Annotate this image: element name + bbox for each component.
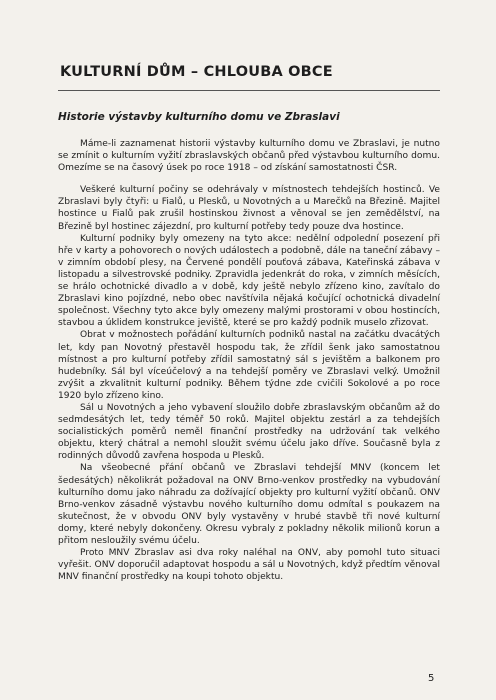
- paragraph-2: Veškeré kulturní počiny se odehrávaly v místnostech tehdejších hostinců. Ve Zbraslavi byly čtyři: u Fialů, u Plesků, u Novotných a u Marečků na Březině. Majitel hostince u Fialů pak zrušil hostinskou živnost a věnoval se jen zemědělství, na Březině byl hostinec zájezdní, pro kulturní potřeby tedy pouze dva hostince.: [58, 185, 440, 232]
- article-subtitle: Historie výstavby kulturního domu ve Zbraslavi: [58, 111, 340, 123]
- paragraph-1: Máme-li zaznamenat historii výstavby kulturního domu ve Zbraslavi, je nutno se zmínit o kulturním vyžití zbraslavských občanů před výstavbou kulturního domu. Omezíme se na časový úsek po roce 1918 – od získání samostatnosti ČSR.: [58, 139, 440, 174]
- article-title: KULTURNÍ DŮM – CHLOUBA OBCE: [60, 64, 333, 80]
- title-rule: [58, 90, 440, 91]
- paragraph-3: Kulturní podniky byly omezeny na tyto akce: nedělní odpolední posezení při hře v karty a pohovorech o nových událostech a podobně, dále na taneční zábavy – v zimním období plesy, na Červené pondělí pouťová zábava, Kateřinská zábava v listopadu a silvestrovské podniky. Zpravidla jedenkrát do roka, v zimních měsících, se hrálo ochotnické divadlo a v době, kdy ještě nebylo zřízeno kino, zavítalo do Zbraslavi kino pojízdné, nebo obec navštívila nějaká kočující ochotnická divadelní společnost. Všechny tyto akce byly omezeny malými prostorami v obou hostincích, stavbou a úklidem konstrukce jeviště, které se pro každý podnik muselo zřizovat.: [58, 233, 440, 329]
- paragraph-5: Sál u Novotných a jeho vybavení sloužilo dobře zbraslavským občanům až do sedmdesátých let, tedy téměř 50 roků. Majitel objektu zestárl a za tehdejších socialistických poměrů neměl finanční prostředky na udržování tak velkého objektu, který chátral a nemohl sloužit svému účelu jako dříve. Současně byla z rodinných důvodů zavřena hospoda u Plesků.: [58, 402, 440, 462]
- page-number: 5: [428, 673, 435, 684]
- paragraph-6: Na všeobecné přání občanů ve Zbraslavi tehdejší MNV (koncem let šedesátých) několikrát požadoval na ONV Brno-venkov prostředky na vybudování kulturního domu jako náhradu za dožívající objekty pro kulturní vyžití občanů. ONV Brno-venkov zásadně výstavbu nového kulturního domu odmítal s poukazem na skutečnost, že v obvodu ONV byly vystavěny v hrubé stavbě tři nové kulturní domy, které nebyly dokončeny. Okresu vybraly z pokladny několik milionů korun a přitom nesloužily svému účelu.: [58, 463, 440, 546]
- paragraph-4: Obrat v možnostech pořádání kulturních podniků nastal na začátku dvacátých let, kdy pan Novotný přestavěl hospodu tak, že zřídil šenk jako samostatnou místnost a pro kulturní potřeby zřídil samostatný sál s jevištěm a balkonem pro hudebníky. Sál byl víceúčelový a na tehdejší poměry ve Zbraslavi velký. Umožnil zvýšit a zkvalitnit kulturní podniky. Během týdne zde cvičili Sokolové a po roce 1920 bylo zřízeno kino.: [58, 330, 440, 401]
- paragraph-7: Proto MNV Zbraslav asi dva roky naléhal na ONV, aby pomohl tuto situaci vyřešit. ONV doporučil adaptovat hospodu a sál u Novotných, když předtím věnoval MNV finanční prostředky na koupi tohoto objektu.: [58, 548, 440, 583]
- article-body: [58, 138, 440, 583]
